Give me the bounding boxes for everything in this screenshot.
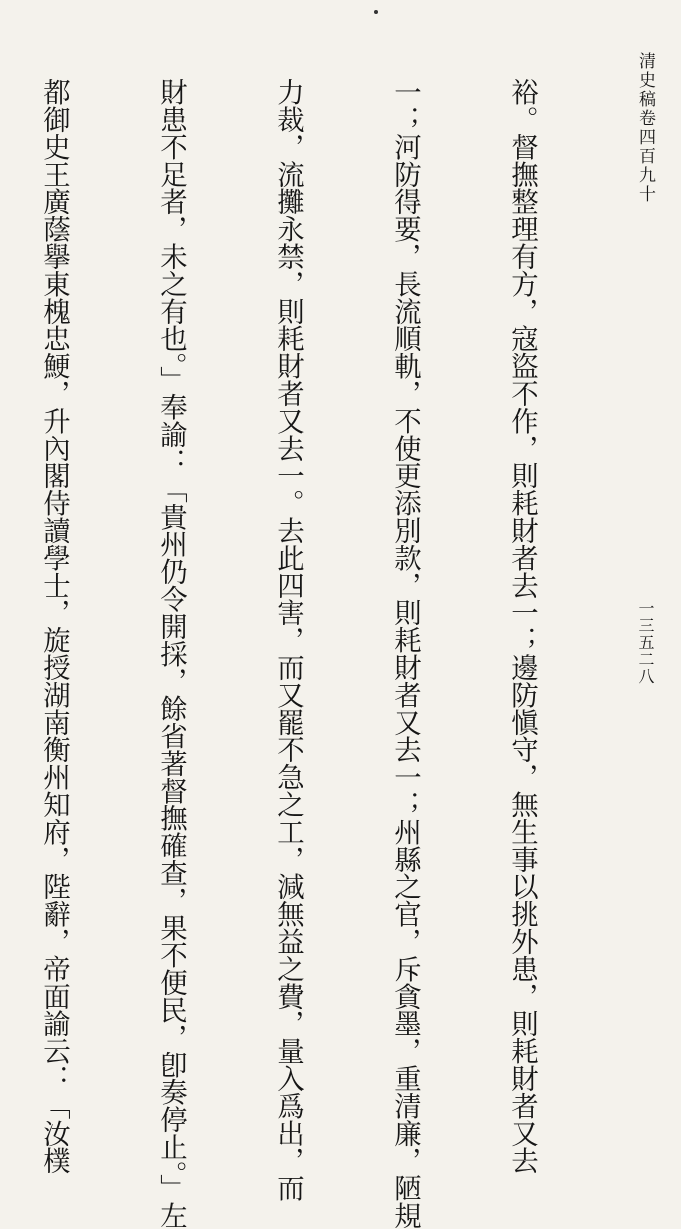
page-number: 一三五二八	[636, 600, 655, 685]
body-text	[38, 78, 619, 1229]
text-column: 都御史王廣蔭擧東槐忠鯁，升內閣侍讀學士，旋授湖南衡州知府，陛辭，帝面諭云：「汝樸	[38, 78, 69, 1174]
running-header-title: 清史稿卷四百九十	[635, 52, 655, 204]
text-column: 財患不足者，未之有也。」奉諭：「貴州仍令開採，餘省著督撫確查，果不便民，卽奏停止。」左	[155, 78, 186, 1229]
ink-dot	[374, 10, 378, 14]
text-column: 一；河防得要，長流順軌，不使更添別款，則耗財者又去一；州縣之官，斥貪墨，重清廉，陋規	[389, 78, 420, 1229]
text-column: 裕。督撫整理有方，寇盜不作，則耗財者去一；邊防愼守，無生事以挑外患，則耗財者又去	[506, 78, 537, 1174]
text-column: 力裁，流攤永禁，則耗財者又去一。去此四害，而又罷不急之工，減無益之費，量入爲出，而	[272, 78, 303, 1202]
